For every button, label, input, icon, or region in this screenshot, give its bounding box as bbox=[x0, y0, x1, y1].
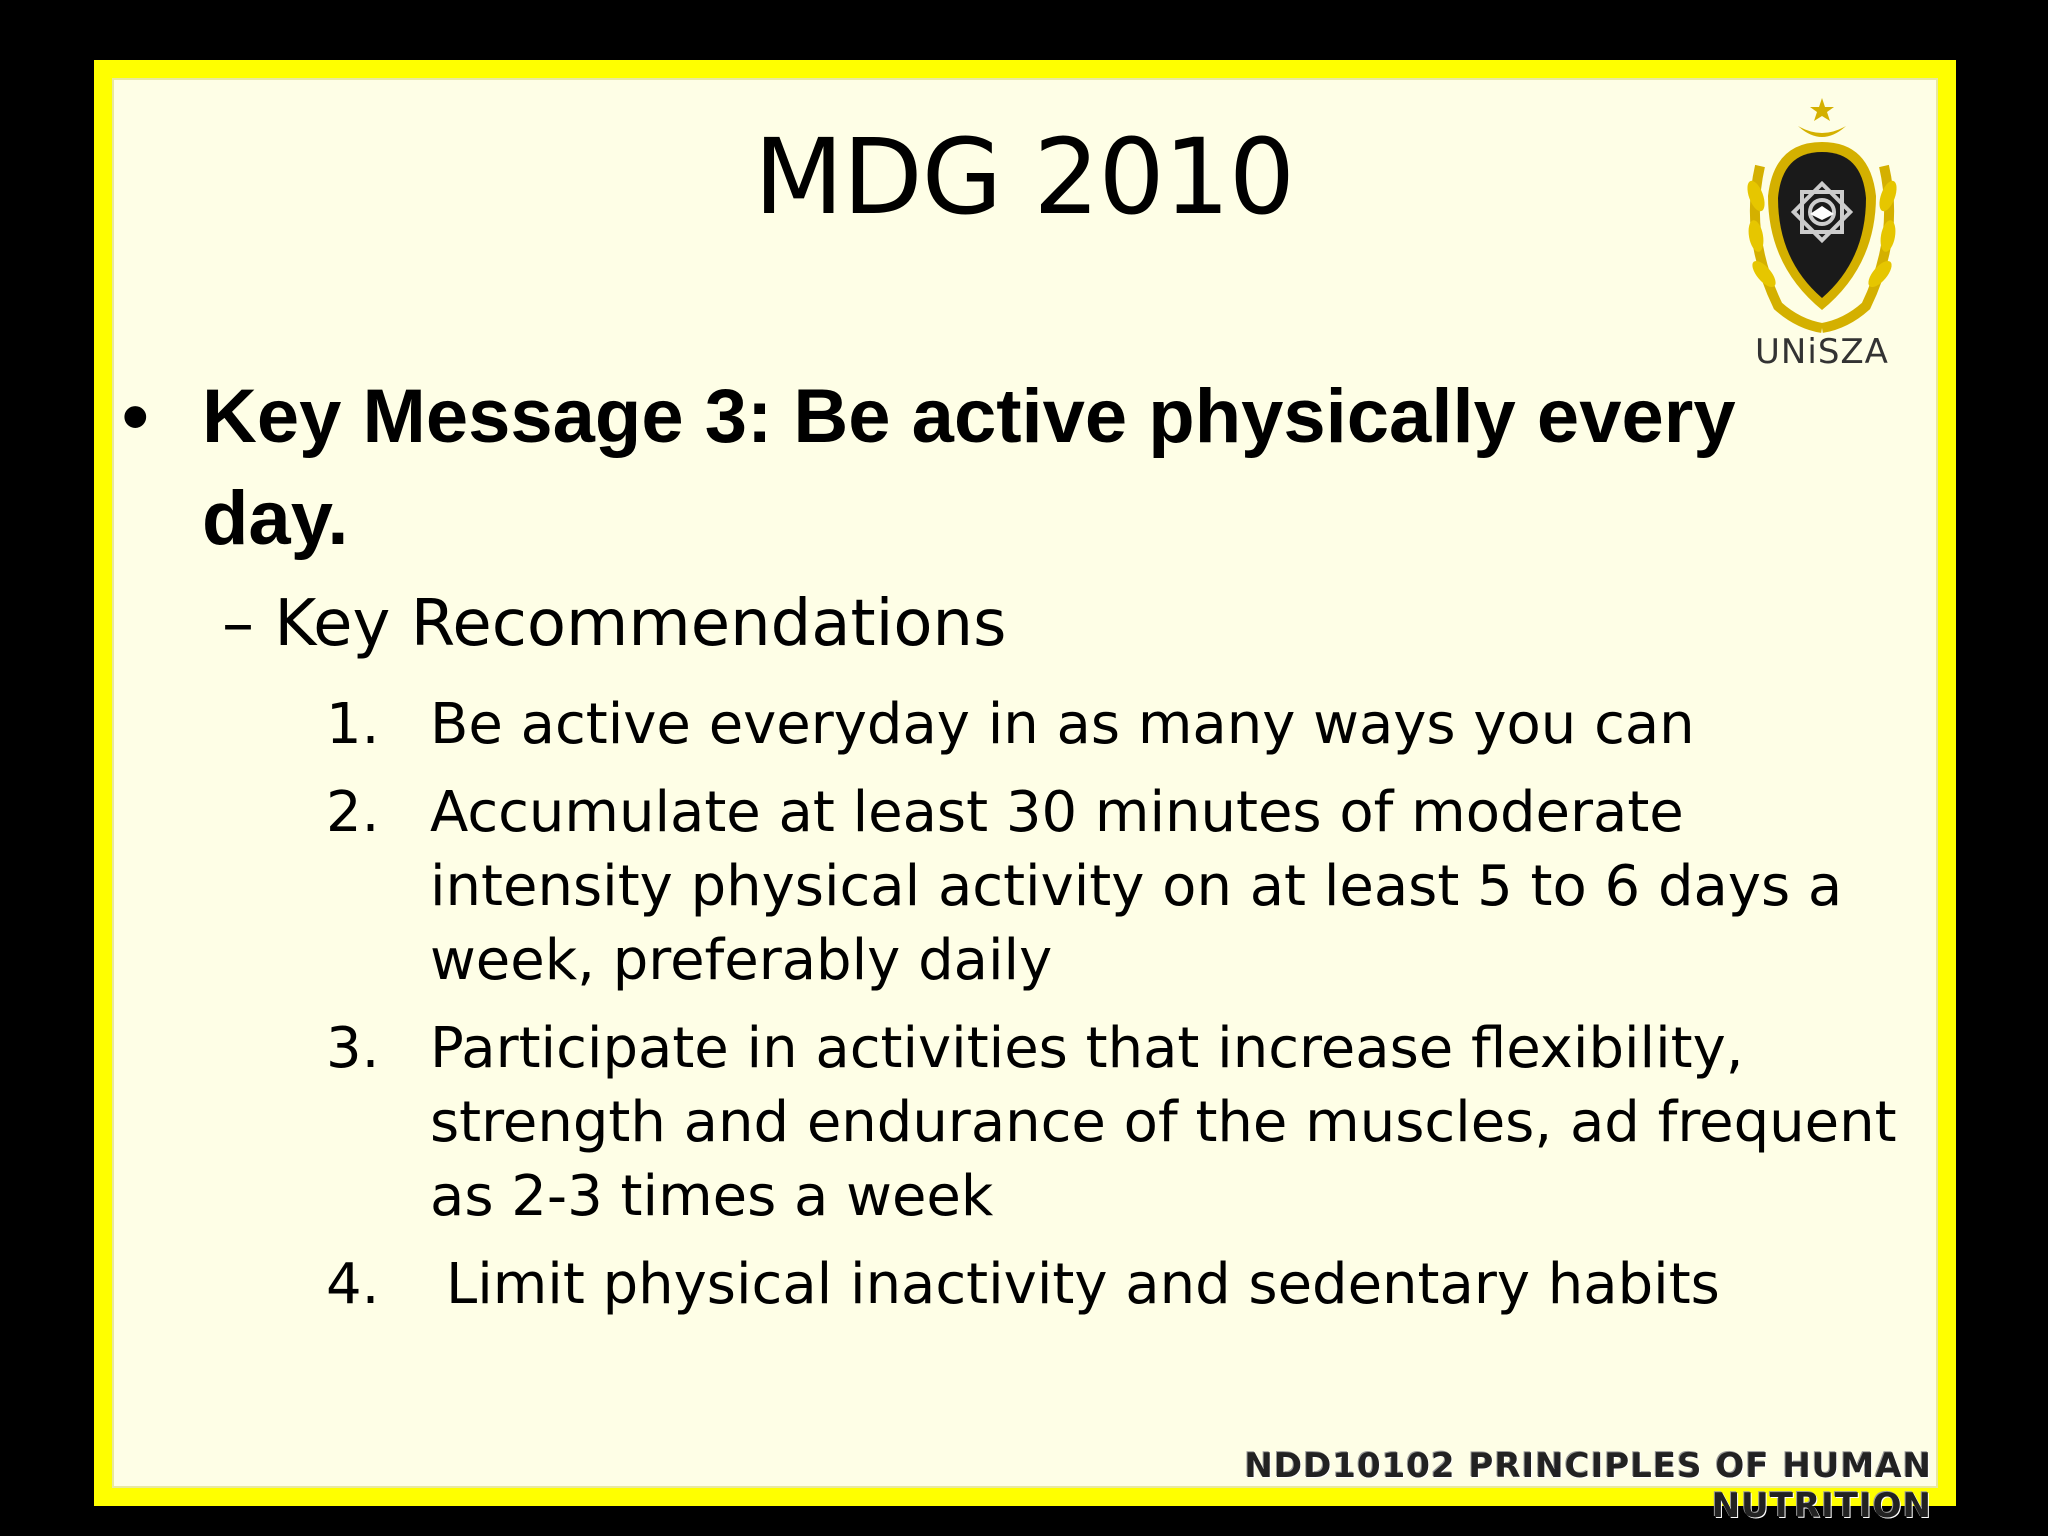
list-item-text: Be active everyday in as many ways you can bbox=[430, 692, 1695, 757]
bullet-marker: • bbox=[122, 374, 149, 459]
recommendations-list bbox=[326, 688, 1926, 1336]
list-item-text: Limit physical inactivity and sedentary habits bbox=[446, 1252, 1720, 1317]
crest-icon bbox=[1738, 96, 1906, 336]
list-item bbox=[326, 1248, 1926, 1322]
course-footer: NDD10102 PRINCIPLES OF HUMAN NUTRITION bbox=[1244, 1446, 1932, 1526]
key-message-text: Key Message 3: Be active physically every day. bbox=[202, 374, 1736, 561]
list-item-number: 1. bbox=[326, 692, 380, 757]
list-item-number: 3. bbox=[326, 1016, 380, 1081]
sub-bullet bbox=[222, 584, 1862, 664]
list-item-text: Participate in activities that increase flexibility, strength and endurance of the muscles, ad frequent as 2-3 times a week bbox=[430, 1016, 1897, 1229]
logo-label: UNiSZA bbox=[1755, 332, 1889, 372]
list-item bbox=[326, 776, 1926, 998]
list-item bbox=[326, 688, 1926, 762]
university-logo bbox=[1738, 96, 1906, 382]
sub-bullet-marker: – bbox=[222, 587, 254, 661]
list-item-text: Accumulate at least 30 minutes of moderate intensity physical activity on at least 5 to 6 days a week, preferably daily bbox=[430, 780, 1843, 993]
sub-bullet-text: Key Recommendations bbox=[274, 587, 1007, 661]
list-item-number: 2. bbox=[326, 780, 380, 845]
list-item bbox=[326, 1012, 1926, 1234]
slide-title: MDG 2010 bbox=[753, 116, 1295, 238]
list-item-number: 4. bbox=[326, 1252, 380, 1317]
